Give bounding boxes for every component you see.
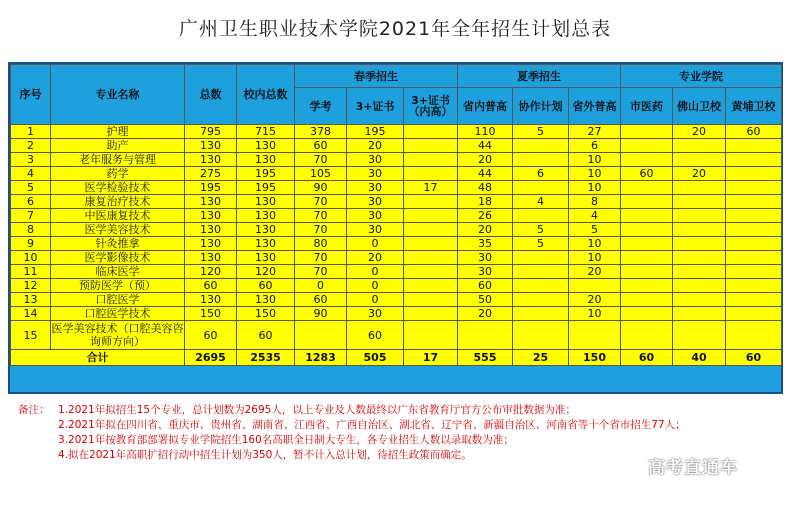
cell-swpg: 20 [569, 265, 621, 279]
cell-xk: 70 [295, 153, 347, 167]
cell-z3n [404, 167, 458, 181]
cell-hp [726, 167, 782, 181]
header-spring-z3: 3+证书 [347, 88, 404, 125]
cell-xz [513, 293, 569, 307]
notes-lead: 备注： [18, 404, 50, 416]
cell-in-school: 195 [237, 181, 295, 195]
cell-total: 130 [185, 251, 237, 265]
cell-swpg: 6 [569, 139, 621, 153]
cell-swpg: 10 [569, 251, 621, 265]
cell-snpg: 18 [458, 195, 513, 209]
cell-swpg: 27 [569, 125, 621, 139]
cell-fs [673, 237, 726, 251]
cell-z3: 195 [347, 125, 404, 139]
cell-xz: 5 [513, 237, 569, 251]
cell-xk: 70 [295, 251, 347, 265]
page-title: 广州卫生职业技术学院2021年全年招生计划总表 [178, 18, 612, 40]
cell-snpg: 60 [458, 279, 513, 293]
cell-syy [621, 209, 673, 223]
cell-hp [726, 321, 782, 350]
cell-in-school: 130 [237, 195, 295, 209]
header-spring-xk: 学考 [295, 88, 347, 125]
total-fs: 40 [673, 350, 726, 366]
cell-snpg: 30 [458, 265, 513, 279]
cell-snpg [458, 321, 513, 350]
header-specialized: 专业学院 [621, 65, 782, 88]
cell-fs [673, 251, 726, 265]
cell-major: 口腔医学 [51, 293, 185, 307]
cell-total: 130 [185, 293, 237, 307]
cell-in-school: 130 [237, 223, 295, 237]
cell-xk: 90 [295, 307, 347, 321]
cell-fs [673, 195, 726, 209]
cell-syy [621, 181, 673, 195]
total-snpg: 555 [458, 350, 513, 366]
cell-z3n [404, 153, 458, 167]
table-row [11, 279, 782, 293]
cell-z3n [404, 195, 458, 209]
total-z3n: 17 [404, 350, 458, 366]
cell-xz [513, 181, 569, 195]
cell-seq: 15 [11, 321, 51, 350]
cell-seq: 9 [11, 237, 51, 251]
cell-major: 医学美容技术（口腔美容咨询师方向） [51, 322, 184, 348]
cell-hp [726, 265, 782, 279]
table-row [11, 125, 782, 139]
total-hp: 60 [726, 350, 782, 366]
cell-seq: 13 [11, 293, 51, 307]
cell-seq: 2 [11, 139, 51, 153]
cell-hp [726, 293, 782, 307]
cell-hp [726, 153, 782, 167]
cell-xz [513, 139, 569, 153]
cell-syy: 60 [621, 167, 673, 181]
header-major: 专业名称 [51, 65, 185, 125]
cell-major: 预防医学（预） [51, 279, 185, 293]
cell-syy [621, 195, 673, 209]
cell-hp [726, 209, 782, 223]
cell-fs: 20 [673, 167, 726, 181]
total-label: 合计 [11, 350, 185, 366]
table-row [11, 223, 782, 237]
cell-in-school: 60 [237, 321, 295, 350]
cell-seq: 5 [11, 181, 51, 195]
total-in-school: 2535 [237, 350, 295, 366]
cell-total: 130 [185, 195, 237, 209]
cell-hp [726, 195, 782, 209]
cell-fs: 20 [673, 125, 726, 139]
total-xz: 25 [513, 350, 569, 366]
cell-snpg: 44 [458, 167, 513, 181]
total-xk: 1283 [295, 350, 347, 366]
cell-major: 医学美容技术 [51, 223, 185, 237]
cell-z3: 20 [347, 139, 404, 153]
cell-fs [673, 265, 726, 279]
cell-in-school: 130 [237, 251, 295, 265]
cell-xk: 90 [295, 181, 347, 195]
table-row [11, 307, 782, 321]
total-row [11, 350, 782, 366]
cell-fs [673, 139, 726, 153]
cell-syy [621, 237, 673, 251]
cell-total: 130 [185, 139, 237, 153]
cell-xk: 378 [295, 125, 347, 139]
cell-in-school: 150 [237, 307, 295, 321]
cell-z3: 30 [347, 307, 404, 321]
cell-in-school: 130 [237, 139, 295, 153]
cell-swpg [569, 279, 621, 293]
cell-hp [726, 223, 782, 237]
cell-hp [726, 279, 782, 293]
cell-hp [726, 307, 782, 321]
total-z3: 505 [347, 350, 404, 366]
cell-in-school: 195 [237, 167, 295, 181]
cell-fs [673, 153, 726, 167]
cell-total: 130 [185, 223, 237, 237]
cell-syy [621, 279, 673, 293]
cell-in-school: 120 [237, 265, 295, 279]
cell-swpg: 10 [569, 153, 621, 167]
cell-xz [513, 279, 569, 293]
cell-snpg: 35 [458, 237, 513, 251]
cell-total: 150 [185, 307, 237, 321]
cell-total: 195 [185, 181, 237, 195]
cell-xz [513, 209, 569, 223]
cell-snpg: 44 [458, 139, 513, 153]
cell-swpg: 10 [569, 237, 621, 251]
cell-snpg: 110 [458, 125, 513, 139]
cell-xk: 70 [295, 195, 347, 209]
cell-swpg [569, 321, 621, 350]
cell-xk: 105 [295, 167, 347, 181]
cell-snpg: 20 [458, 153, 513, 167]
cell-z3: 0 [347, 293, 404, 307]
cell-snpg: 48 [458, 181, 513, 195]
table-row [11, 251, 782, 265]
cell-in-school: 715 [237, 125, 295, 139]
total-syy: 60 [621, 350, 673, 366]
cell-z3n: 17 [404, 181, 458, 195]
header-spec-hp: 黄埔卫校 [726, 88, 782, 125]
table-row [11, 209, 782, 223]
cell-xz [513, 321, 569, 350]
cell-z3: 30 [347, 223, 404, 237]
header-total: 总数 [185, 65, 237, 125]
table-row [11, 181, 782, 195]
cell-syy [621, 321, 673, 350]
cell-seq: 1 [11, 125, 51, 139]
cell-syy [621, 125, 673, 139]
header-spring-z3n: 3+证书（内高） [404, 88, 458, 125]
table-row [11, 321, 782, 350]
cell-swpg: 10 [569, 181, 621, 195]
cell-seq: 7 [11, 209, 51, 223]
cell-seq: 10 [11, 251, 51, 265]
cell-z3n [404, 125, 458, 139]
cell-syy [621, 251, 673, 265]
cell-z3n [404, 321, 458, 350]
note-text: 1.2021年拟招生15个专业，总计划数为2695人，以上专业及人数最终以广东省教育厅官方公布审批数据为准； [58, 404, 576, 416]
cell-seq: 12 [11, 279, 51, 293]
enrollment-table-frame [8, 62, 783, 394]
cell-hp [726, 237, 782, 251]
cell-syy [621, 139, 673, 153]
cell-z3n [404, 265, 458, 279]
cell-major: 医学影像技术 [51, 251, 185, 265]
cell-xz: 5 [513, 125, 569, 139]
cell-fs [673, 307, 726, 321]
cell-total: 275 [185, 167, 237, 181]
cell-snpg: 26 [458, 209, 513, 223]
cell-swpg: 20 [569, 293, 621, 307]
cell-fs [673, 293, 726, 307]
cell-snpg: 20 [458, 307, 513, 321]
cell-major: 口腔医学技术 [51, 307, 185, 321]
enrollment-table [10, 64, 782, 366]
cell-in-school: 130 [237, 209, 295, 223]
cell-in-school: 130 [237, 153, 295, 167]
cell-total: 60 [185, 321, 237, 350]
cell-swpg: 5 [569, 223, 621, 237]
cell-major: 老年服务与管理 [51, 153, 185, 167]
cell-seq: 14 [11, 307, 51, 321]
cell-z3n [404, 279, 458, 293]
cell-major: 医学检验技术 [51, 181, 185, 195]
header-spring: 春季招生 [295, 65, 458, 88]
cell-seq: 4 [11, 167, 51, 181]
cell-major: 助产 [51, 139, 185, 153]
header-summer-swpg: 省外普高 [569, 88, 621, 125]
cell-total: 120 [185, 265, 237, 279]
cell-snpg: 30 [458, 251, 513, 265]
cell-major: 药学 [51, 167, 185, 181]
cell-major: 康复治疗技术 [51, 195, 185, 209]
cell-fs [673, 223, 726, 237]
cell-swpg: 10 [569, 307, 621, 321]
cell-z3: 30 [347, 209, 404, 223]
cell-xk: 60 [295, 293, 347, 307]
cell-seq: 3 [11, 153, 51, 167]
cell-seq: 8 [11, 223, 51, 237]
cell-fs [673, 209, 726, 223]
cell-z3n [404, 251, 458, 265]
cell-xz [513, 307, 569, 321]
cell-hp [726, 139, 782, 153]
cell-xk [295, 321, 347, 350]
cell-hp [726, 251, 782, 265]
cell-syy [621, 223, 673, 237]
cell-seq: 6 [11, 195, 51, 209]
cell-fs [673, 279, 726, 293]
cell-xz [513, 153, 569, 167]
header-spec-syy: 市医药 [621, 88, 673, 125]
watermark: 高考直通车 [648, 458, 738, 478]
table-row [11, 139, 782, 153]
cell-z3n [404, 293, 458, 307]
note-text: 4.拟在2021年高职扩招行动中招生计划为350人，暂不计入总计划，待招生政策而确定。 [58, 449, 472, 461]
cell-fs [673, 321, 726, 350]
cell-seq: 11 [11, 265, 51, 279]
cell-total: 130 [185, 153, 237, 167]
cell-z3n [404, 209, 458, 223]
cell-major: 临床医学 [51, 265, 185, 279]
cell-major: 中医康复技术 [51, 209, 185, 223]
note-line [18, 433, 788, 448]
cell-syy [621, 153, 673, 167]
cell-z3: 30 [347, 195, 404, 209]
cell-swpg: 10 [569, 167, 621, 181]
total-swpg: 150 [569, 350, 621, 366]
cell-xk: 60 [295, 139, 347, 153]
cell-total: 130 [185, 209, 237, 223]
cell-xz: 5 [513, 223, 569, 237]
cell-major: 护理 [51, 125, 185, 139]
cell-total: 130 [185, 237, 237, 251]
cell-snpg: 20 [458, 223, 513, 237]
cell-swpg: 8 [569, 195, 621, 209]
note-line [18, 418, 788, 433]
cell-swpg: 4 [569, 209, 621, 223]
cell-total: 795 [185, 125, 237, 139]
cell-xk: 0 [295, 279, 347, 293]
cell-xz [513, 265, 569, 279]
cell-hp [726, 181, 782, 195]
cell-fs [673, 181, 726, 195]
header-spec-fs: 佛山卫校 [673, 88, 726, 125]
table-row [11, 265, 782, 279]
cell-z3n [404, 223, 458, 237]
note-line [18, 403, 788, 418]
cell-z3: 0 [347, 279, 404, 293]
table-row [11, 293, 782, 307]
cell-in-school: 130 [237, 293, 295, 307]
cell-z3: 60 [347, 321, 404, 350]
table-row [11, 195, 782, 209]
cell-total: 60 [185, 279, 237, 293]
cell-xz: 4 [513, 195, 569, 209]
cell-major: 针灸推拿 [51, 237, 185, 251]
cell-xk: 80 [295, 237, 347, 251]
cell-snpg: 50 [458, 293, 513, 307]
cell-z3: 30 [347, 167, 404, 181]
header-summer-xz: 协作计划 [513, 88, 569, 125]
header-summer: 夏季招生 [458, 65, 621, 88]
cell-hp: 60 [726, 125, 782, 139]
header-summer-snpg: 省内普高 [458, 88, 513, 125]
cell-z3: 30 [347, 153, 404, 167]
cell-in-school: 60 [237, 279, 295, 293]
total-total: 2695 [185, 350, 237, 366]
note-text: 3.2021年按教育部部署拟专业学院招生160名高职全日制大专生，各专业招生人数以录取数为准； [58, 434, 514, 446]
cell-z3n [404, 237, 458, 251]
table-row [11, 153, 782, 167]
cell-z3: 30 [347, 181, 404, 195]
header-in-school: 校内总数 [237, 65, 295, 125]
cell-syy [621, 293, 673, 307]
cell-xk: 70 [295, 223, 347, 237]
cell-z3n [404, 307, 458, 321]
table-row [11, 167, 782, 181]
cell-syy [621, 265, 673, 279]
cell-z3: 0 [347, 237, 404, 251]
table-row [11, 237, 782, 251]
cell-xk: 70 [295, 265, 347, 279]
cell-xk: 70 [295, 209, 347, 223]
cell-xz [513, 251, 569, 265]
header-seq: 序号 [11, 65, 51, 125]
cell-xz: 6 [513, 167, 569, 181]
cell-syy [621, 307, 673, 321]
cell-z3: 0 [347, 265, 404, 279]
cell-z3n [404, 139, 458, 153]
cell-z3: 20 [347, 251, 404, 265]
cell-in-school: 130 [237, 237, 295, 251]
note-text: 2.2021年拟在四川省、重庆市、贵州省、湖南省、江西省、广西自治区、湖北省、辽宁省、新疆自治区、河南省等十个省市招生77人； [58, 419, 686, 431]
